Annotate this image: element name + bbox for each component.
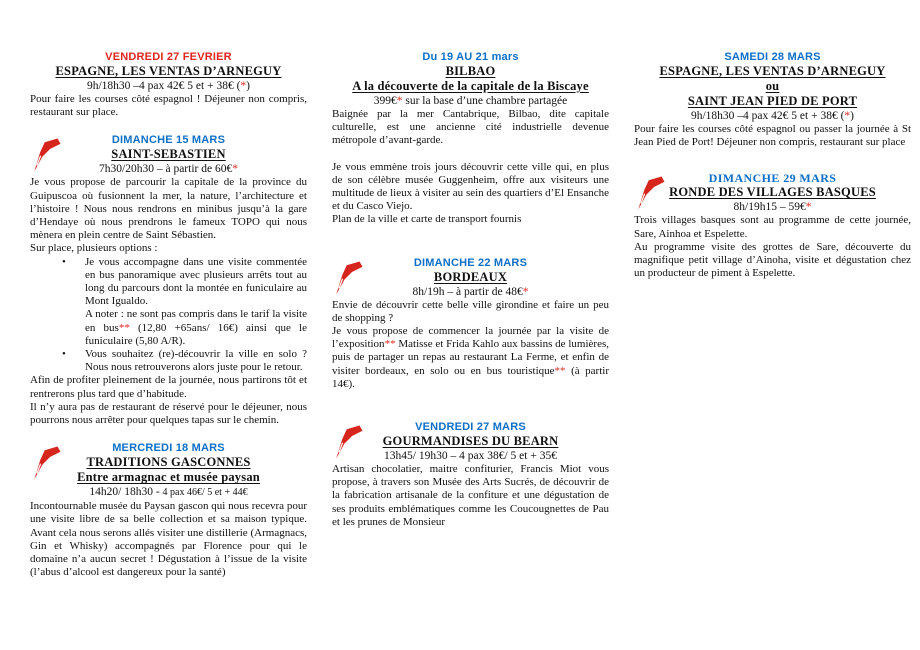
bullet-item [30, 348, 307, 374]
text-segment: Envie de découvrir cette belle ville girondine et faire un peu de shopping ? [332, 298, 609, 324]
text-segment: 13h45/ 19h30 – 4 pax 38€/ 5 et + 35€ [384, 450, 557, 463]
text-segment: Il n’y aura pas de restaurant de réservé pour le déjeuner, nous pourrons nous arrêter pour quelques tapas sur le chemin. [30, 400, 307, 427]
section-title: GOURMANDISES DU BEARN [382, 434, 559, 449]
body-paragraph [30, 242, 307, 255]
pen-icon [32, 444, 62, 482]
body-paragraph [30, 93, 307, 119]
text-segment: Sur place, plusieurs options : [30, 242, 158, 255]
text-segment: ** [384, 338, 396, 351]
section-title-line [30, 64, 307, 79]
section-title-line [634, 79, 911, 94]
text-segment: Trois villages basques sont au programme de cette journée, Sare, Ainhoa et Espelette. [634, 214, 911, 240]
section-title: BORDEAUX [433, 269, 508, 284]
price-line [30, 79, 307, 93]
text-segment: * [240, 80, 247, 92]
body-paragraph [332, 299, 609, 325]
section-title: SAINT-SEBASTIEN [111, 147, 226, 162]
column-1 [30, 51, 307, 650]
text-segment: * [844, 110, 851, 122]
price-line [634, 200, 911, 214]
body-paragraph [332, 213, 609, 226]
price-line [30, 162, 307, 176]
section-title: SAINT JEAN PIED DE PORT [687, 94, 858, 108]
section-title: A la découverte de la capitale de la Biscaye [352, 79, 589, 93]
section-title: ESPAGNE, LES VENTAS D’ARNEGUY [55, 64, 282, 78]
section-title-line [332, 434, 609, 449]
text-segment: Pour faire les courses côté espagnol ou passer la journée à St Jean Pied de Port! Déjeuner non compris, restaurant sur place [634, 123, 911, 149]
section-title-line [30, 455, 307, 470]
bullet-marker: • [62, 255, 66, 268]
section-date: Du 19 AU 21 mars [422, 51, 519, 63]
text-segment: Je vous accompagne dans une visite commentée en bus panoramique avec plusieurs arrêts tout au long du parcours dont la montée en funiculaire au Mont Igualdo. [85, 255, 307, 308]
text-segment: Je vous propose de parcourir la capitale de la province du Guipuscoa où fusionnent la mer, la nature, l’architecture et l’histoire ! Nous nous rendrons en minibus jusqu’à la gare d’Hendaye où nous prendrons le fameux TOPO qui nous mènera en plein centre de Saint Sébastien. [30, 176, 307, 242]
bullet-item [30, 256, 307, 309]
body-paragraph [634, 123, 911, 149]
section-title: RONDE DES VILLAGES BASQUES [669, 185, 876, 200]
excursion-section [634, 51, 911, 149]
text-segment: 9h/18h30 –4 pax 42€ 5 et + 38€ ( [690, 110, 845, 122]
section-title-line [332, 64, 609, 79]
section-title: Entre armagnac et musée paysan [77, 470, 260, 485]
text-segment: ** [118, 321, 130, 334]
text-segment: 8h/19h – à partir de 48€ [412, 285, 523, 298]
text-segment: * [232, 163, 238, 176]
text-segment: Vous souhaitez (re)-découvrir la ville en solo ? Nous nous retrouverons alors juste pour le retour. [85, 348, 307, 374]
text-segment: 7h30/20h30 – à partir de 60€ [99, 163, 233, 176]
body-paragraph [30, 500, 307, 579]
text-segment: Afin de profiter pleinement de la journée, nous partirons tôt et rentrerons plus tard que d’habitude. [30, 374, 307, 400]
price-line [332, 94, 609, 108]
bullet-text [85, 256, 307, 309]
price-line [30, 485, 307, 500]
body-paragraph [332, 108, 609, 148]
text-segment: ** [554, 364, 566, 377]
text-segment: 8h/19h15 – 59€ [733, 201, 806, 214]
section-date: VENDREDI 27 FEVRIER [105, 51, 232, 63]
text-segment: (à partir 14€). [332, 364, 609, 390]
section-title-line [634, 185, 911, 200]
section-title-line [332, 270, 609, 285]
text-segment: (12,80 +65ans/ 16€) ainsi que le funiculaire (5,80 A/R). [85, 321, 307, 347]
body-paragraph [634, 241, 911, 281]
section-title-line [30, 147, 307, 162]
section-title-line [332, 79, 609, 94]
text-segment: Plan de la ville et carte de transport fournis [332, 213, 522, 226]
section-date: VENDREDI 27 MARS [415, 421, 526, 434]
excursion-section [30, 51, 307, 119]
text-segment: 399€ [373, 95, 397, 107]
text-segment: * [396, 95, 403, 107]
section-date: DIMANCHE 29 MARS [708, 171, 837, 186]
note-paragraph [85, 308, 307, 348]
excursion-section [30, 134, 307, 427]
text-segment: * [805, 201, 812, 214]
text-segment: 9h/18h30 –4 pax 42€ 5 et + 38€ ( [86, 80, 241, 92]
bullet-marker: • [62, 348, 66, 361]
text-segment: * [522, 285, 529, 298]
section-title: ou [765, 79, 780, 93]
column-3 [634, 51, 911, 650]
text-segment: 4 pax 46€/ 5 et + 44€ [162, 487, 248, 499]
excursion-section [332, 421, 609, 529]
section-title-line [634, 94, 911, 109]
column-2 [332, 51, 609, 650]
bullet-text [85, 348, 307, 374]
body-paragraph [332, 161, 609, 214]
section-date: SAMEDI 28 MARS [724, 51, 821, 63]
text-segment: Au programme visite des grottes de Sare, découverte du magnifique petit village d’Ainoha, visite et dégustation chez un producteur de piment à Espelette. [634, 240, 911, 280]
body-paragraph [634, 214, 911, 240]
price-line [332, 449, 609, 463]
body-paragraph [30, 176, 307, 242]
price-line [634, 109, 911, 123]
excursion-section [332, 51, 609, 227]
text-segment: Je vous emmène trois jours découvrir cette ville qui, en plus de son célèbre musée Guggenheim, offre aux visiteurs une multitude de lieux à visiter au sein des quartiers d’El Ensanche et du Casco Viejo. [332, 160, 609, 213]
section-title-line [30, 470, 307, 485]
text-segment: 14h20/ 18h30 - [89, 486, 163, 499]
body-paragraph [30, 374, 307, 400]
pen-icon [334, 423, 364, 461]
body-paragraph [332, 325, 609, 391]
section-date: DIMANCHE 15 MARS [111, 134, 226, 147]
pen-icon [334, 259, 364, 297]
section-title: ESPAGNE, LES VENTAS D’ARNEGUY [659, 64, 886, 78]
price-line [332, 285, 609, 299]
text-segment: Matisse et Frida Kahlo aux bassins de lumières, puis de partager un repas au restaurant La Ferme, et enfin de visiter bordeaux, en solo ou en bus touristique [332, 338, 609, 377]
text-segment: A noter : ne sont pas compris dans le tarif la visite en bus [85, 308, 307, 334]
text-segment: Je vous propose de commencer la journée par la visite de l’exposition [332, 325, 609, 351]
text-segment: sur la base d’une chambre partagée [402, 95, 568, 107]
section-date: DIMANCHE 22 MARS [413, 256, 528, 269]
section-title: TRADITIONS GASCONNES [86, 455, 251, 470]
text-segment: Baignée par la mer Cantabrique, Bilbao, dite capitale culturelle, est une ancienne cité industrielle devenue métropole d’avant-garde. [332, 108, 609, 147]
text-segment: Artisan chocolatier, maitre confiturier, Francis Miot vous propose, à travers son Musée des Arts Sucrés, de découvrir de la fabrication artisanale de la confiture et une dégustation de ses produits emblématiques comme les Coucougnettes de Pau et les prunes de Monsieur [332, 463, 609, 528]
body-paragraph [332, 463, 609, 529]
body-paragraph [30, 401, 307, 427]
excursion-section [634, 172, 911, 280]
text-segment: Pour faire les courses côté espagnol ! Déjeuner non compris, restaurant sur place. [30, 93, 307, 119]
excursion-section [30, 442, 307, 579]
text-segment: ) [850, 110, 854, 122]
pen-icon [32, 136, 62, 174]
section-date: MERCREDI 18 MARS [112, 442, 225, 455]
excursion-section [332, 257, 609, 391]
section-title-line [634, 64, 911, 79]
text-segment: Incontournable musée du Paysan gascon qui nous recevra pour une visite libre de sa belle collection et sa maison typique. Avant cela nous serons allés visiter une distillerie (Armagnacs, Gin et Whisky) accompagnés par Florence pour qui le domaine n’a aucun secret ! Dégustation à l’issue de la visite (l’abus d’alcool est dangereux pour la santé) [30, 500, 307, 579]
text-segment: ) [246, 80, 250, 92]
section-title: BILBAO [445, 64, 496, 78]
pen-icon [636, 174, 666, 212]
